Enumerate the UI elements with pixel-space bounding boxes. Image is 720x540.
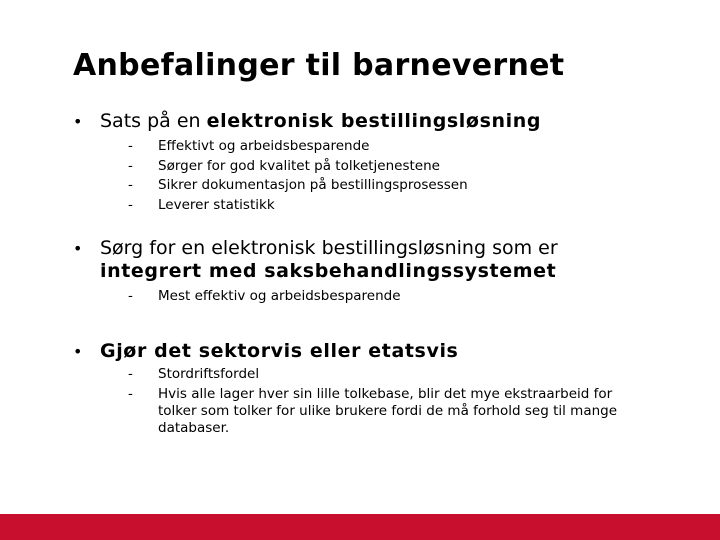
sub-item-text: Leverer statistikk [158, 196, 275, 213]
dash-marker: - [128, 386, 133, 402]
sub-item-text: Sikrer dokumentasjon på bestillingsprosessen [158, 177, 468, 193]
bullet-marker: • [73, 342, 83, 361]
dash-marker: - [128, 196, 133, 213]
sub-item-text: Stordriftsfordel [158, 366, 260, 382]
bullet-text-bold: integrert med saksbehandlingssystemet [100, 260, 557, 282]
footer-bar [0, 514, 720, 540]
page-title: Anbefalinger til barnevernet [73, 48, 565, 83]
bullet-marker: • [73, 239, 83, 258]
sub-item-text: Mest effektiv og arbeidsbesparende [158, 288, 401, 304]
dash-marker: - [128, 157, 133, 174]
sub-item-text: Effektivt og arbeidsbesparende [158, 138, 370, 154]
sub-item-text: Sørger for god kvalitet på tolketjenestene [158, 157, 440, 174]
dash-marker: - [128, 288, 133, 304]
sub-item-text: tolker som tolker for ulike brukere fordi de må forhold seg til mange [158, 403, 618, 419]
bullet-text: Sørg for en elektronisk bestillingsløsning som er [100, 237, 558, 259]
bullet-marker: • [73, 112, 83, 131]
sub-item-text: databaser. [158, 420, 230, 436]
dash-marker: - [128, 366, 133, 382]
bullet-text-bold: elektronisk bestillingsløsning [206, 110, 542, 132]
sub-item-text: Hvis alle lager hver sin lille tolkebase, blir det mye ekstraarbeid for [158, 386, 613, 402]
dash-marker: - [128, 177, 133, 193]
bullet-text: Sats på en [100, 110, 207, 132]
bullet-text-bold: Gjør det sektorvis eller etatsvis [100, 340, 459, 362]
dash-marker: - [128, 138, 133, 154]
